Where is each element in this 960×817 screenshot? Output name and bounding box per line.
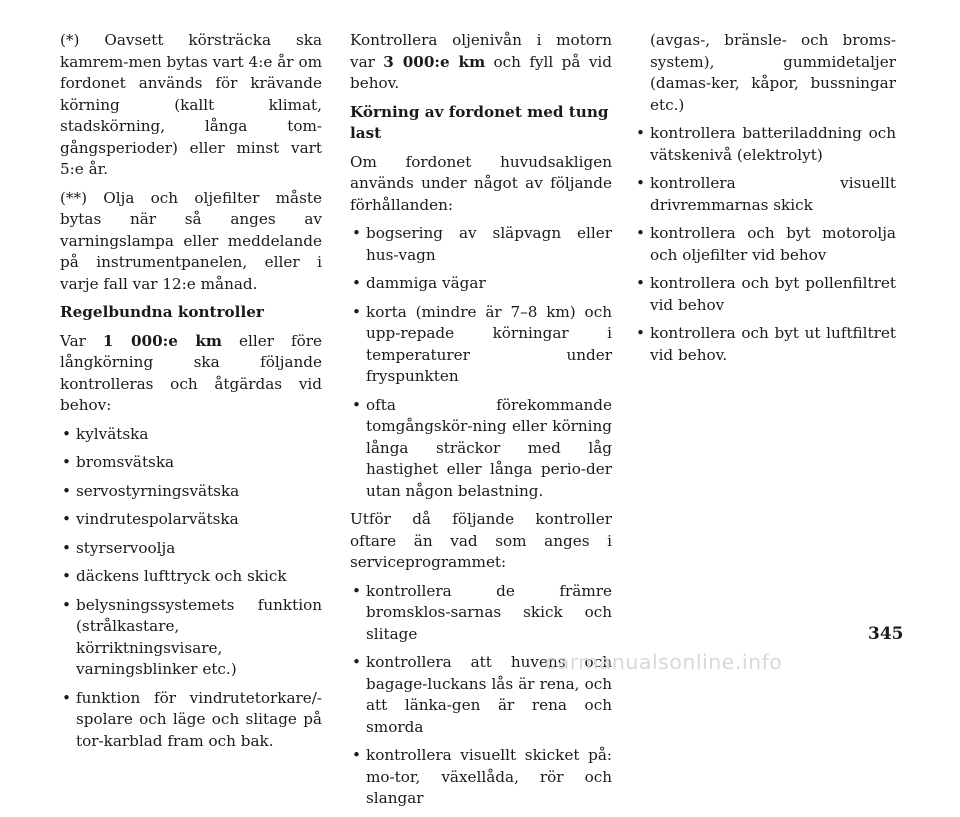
list-item: • belysningssystemets funktion (strålkastare, körriktningsvisare, varningsblinker etc.) bbox=[60, 595, 322, 681]
section-heading-heavy-load: Körning av fordonet med tung last bbox=[350, 102, 609, 142]
list-item: • kontrollera och byt motorolja och oljefilter vid behov bbox=[634, 223, 896, 266]
column-left bbox=[60, 30, 322, 759]
footnote-timing-belt: (*) Oavsett körsträcka ska kamrem-men bytas vart 4:e år om fordonet används för krävande körning (kallt klimat, stadskörning, långa tom-gångsperioder) eller minst vart 5:e år. bbox=[60, 31, 322, 178]
frequent-checks-intro: Utför då följande kontroller oftare än vad som anges i serviceprogrammet: bbox=[350, 510, 612, 571]
list-item: • däckens lufttryck och skick bbox=[60, 566, 322, 588]
list-item: • korta (mindre är 7–8 km) och upp-repade körningar i temperaturer under fryspunkten bbox=[350, 302, 612, 388]
watermark: carmanualsonline.info bbox=[545, 650, 783, 674]
list-item: • kontrollera och byt ut luftfiltret vid behov. bbox=[634, 323, 896, 366]
list-item: • kontrollera batteriladdning och vätskenivå (elektrolyt) bbox=[634, 123, 896, 166]
list-item: • funktion för vindrutetorkare/-spolare och läge och slitage på tor-karblad fram och bak. bbox=[60, 688, 322, 753]
regular-checks-list bbox=[60, 424, 322, 753]
list-item: • kontrollera att huvens och bagage-luckans lås är rena, och att länka-gen är rena och smorda bbox=[350, 652, 612, 738]
list-item: • kontrollera och byt pollenfiltret vid behov bbox=[634, 273, 896, 316]
conditions-intro: Om fordonet huvudsakligen används under något av följande förhållanden: bbox=[350, 152, 612, 214]
footnote-oil-filter: (**) Olja och oljefilter måste bytas när så anges av varningslampa eller meddelande på instrumentpanelen, eller i varje fall var 12:e månad. bbox=[60, 188, 322, 293]
frequent-checks-list bbox=[350, 581, 612, 810]
column-right bbox=[634, 30, 896, 373]
list-item: • kontrollera de främre bromsklos-sarnas skick och slitage bbox=[350, 581, 612, 646]
column-middle bbox=[350, 30, 612, 817]
list-item: • bogsering av släpvagn eller hus-vagn bbox=[350, 223, 612, 266]
list-item: • kylvätska bbox=[60, 424, 322, 446]
list-item-continuation: (avgas-, bränsle- och broms-system), gummidetaljer (damas-ker, kåpor, bussningar etc.) bbox=[650, 31, 896, 114]
list-item: • kontrollera visuellt skicket på: mo-tor, växellåda, rör och slangar bbox=[350, 745, 612, 810]
list-item: • bromsvätska bbox=[60, 452, 322, 474]
frequent-checks-list-continued bbox=[634, 123, 896, 366]
list-item: • styrservoolja bbox=[60, 538, 322, 560]
list-item: • dammiga vägar bbox=[350, 273, 612, 295]
list-item: • vindrutespolarvätska bbox=[60, 509, 322, 531]
conditions-list bbox=[350, 223, 612, 502]
list-item: • ofta förekommande tomgångskör-ning eller körning långa sträckor med låg hastighet eller långa perio-der utan någon belastning. bbox=[350, 395, 612, 503]
section-heading-regular-checks: Regelbundna kontroller bbox=[60, 303, 264, 321]
page-number: 345 bbox=[868, 624, 904, 644]
list-item: • kontrollera visuellt drivremmarnas skick bbox=[634, 173, 896, 216]
list-item: • servostyrningsvätska bbox=[60, 481, 322, 503]
oil-level-paragraph: Kontrollera oljenivån i motorn var 3 000:e km och fyll på vid behov. bbox=[350, 31, 612, 92]
regular-checks-intro: Var 1 000:e km eller före långkörning ska följande kontrolleras och åtgärdas vid behov: bbox=[60, 331, 322, 414]
